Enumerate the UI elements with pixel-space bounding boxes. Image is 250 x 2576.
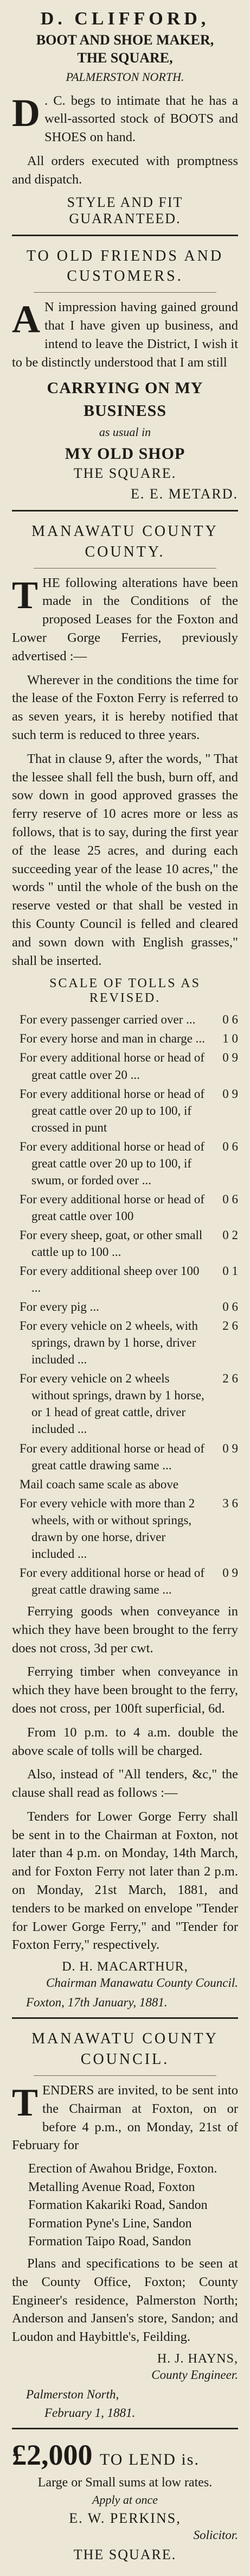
loan-sums: Large or Small sums at low rates. xyxy=(37,2476,213,2490)
toll-amount: 0 6 xyxy=(222,1013,238,1027)
signature-title: Solicitor. xyxy=(193,2528,238,2542)
tolls-title: SCALE OF TOLLS AS REVISED. xyxy=(49,976,201,1006)
loan-heading: TO LEND is. xyxy=(100,2451,200,2469)
advert-orders: All orders executed with promptness and dispatch. xyxy=(12,154,238,187)
tolls-table xyxy=(12,1011,238,1598)
toll-description: For every vehicle on 2 wheels, with springs, drawn by 1 horse, driver included ... xyxy=(20,1319,198,1367)
notice-place: Palmerston North, xyxy=(26,2388,119,2402)
toll-description: Mail coach same scale as above xyxy=(20,1477,179,1491)
toll-amount: 0 9 xyxy=(222,1087,238,1101)
section-divider xyxy=(12,2428,238,2429)
advert-subtitle: BOOT AND SHOE MAKER, xyxy=(36,31,214,48)
toll-description: For every additional horse or head of great cattle drawing same ... xyxy=(20,1565,205,1596)
toll-amount: 0 9 xyxy=(222,1051,238,1065)
toll-description: For every additional horse or head of great cattle drawing same ... xyxy=(20,1441,205,1472)
dropcap: D xyxy=(12,91,40,135)
toll-row xyxy=(12,1049,238,1083)
toll-row xyxy=(12,1370,238,1437)
advert-title: D. CLIFFORD, xyxy=(40,9,210,29)
toll-amount: 0 1 xyxy=(222,1264,238,1278)
notice-paragraph: That in clause 9, after the words, " That the lessee shall fell the bush, burn off, and sow down in good approved grasses the ferry reserve of 10 acres more or less as follows, that is to say, during the first year of the lease 25 acres, and during each succeeding year of the lease 10 acres," the words " until the whole of the bush on the reserve vested or that shall be vested in this County Council is felled and cleared and sown down with English grasses," shall be inserted. xyxy=(12,751,238,968)
toll-amount: 2 6 xyxy=(222,1372,238,1386)
advert-square: THE SQUARE. xyxy=(73,2547,177,2563)
body-text: HE following alterations have been made in the Conditions of the proposed Leases for the Foxton and Lower Gorge Ferries, previously advertised :— xyxy=(12,575,238,664)
toll-description: For every pig ... xyxy=(20,1300,99,1314)
toll-amount: 0 6 xyxy=(222,1300,238,1314)
works-item: Formation Kakariki Road, Sandon xyxy=(28,2198,208,2213)
short-rule xyxy=(34,568,216,569)
body-text: . C. begs to intimate that he has a well-assorted stock of BOOTS and SHOES on hand. xyxy=(44,93,238,145)
short-rule xyxy=(34,2075,216,2076)
works-item: Erection of Awahou Bridge, Foxton. xyxy=(28,2162,217,2176)
section-divider xyxy=(12,2017,238,2019)
notice-heading: MANAWATU COUNTY COUNCIL. xyxy=(31,2030,219,2068)
toll-row xyxy=(12,1262,238,1296)
advert-as-usual: as usual in xyxy=(99,425,151,439)
advert-body xyxy=(12,92,238,147)
advert-address: THE SQUARE, xyxy=(77,50,173,66)
toll-amount: 0 6 xyxy=(222,1192,238,1206)
notice-date: Foxton, 17th January, 1881. xyxy=(26,1996,168,2010)
notice-paragraph: Wherever in the conditions the time for the lease of the Foxton Ferry is referred to as seven years, it is hereby notified that such term is reduced to three years. xyxy=(12,672,238,743)
toll-row xyxy=(12,1227,238,1260)
loan-amount-line xyxy=(12,2439,238,2471)
toll-amount: 0 9 xyxy=(222,1565,238,1580)
notice-paragraph: From 10 p.m. to 4 a.m. double the above scale of tolls will be charged. xyxy=(12,1725,238,1758)
toll-description: For every additional horse or head of great cattle over 20 up to 100, if crossed in punt xyxy=(20,1087,205,1134)
toll-row xyxy=(12,1440,238,1474)
advert-guarantee: STYLE AND FIT GUARANTEED. xyxy=(67,194,183,226)
toll-description: For every additional horse or head of great cattle over 20 ... xyxy=(20,1051,205,1082)
body-text: ENDERS are invited, to be sent into the Chairman at Foxton, on or before 4 p.m., on Monday, 21st of February for xyxy=(12,2082,238,2153)
notice-paragraph: Plans and specifications to be seen at the County Office, Foxton; County Engineer's residence, Palmerston North; Anderson and Jansen's store, Sandon; and Loudon and Haybittle's, Feilding. xyxy=(12,2256,238,2345)
notice-paragraph xyxy=(12,574,238,666)
dropcap: A xyxy=(12,298,40,342)
section-divider xyxy=(12,510,238,512)
advert-square: THE SQUARE. xyxy=(73,465,177,482)
clifford-advert xyxy=(12,8,238,227)
signature-name: H. J. HAYNS, xyxy=(157,2352,238,2366)
county-notice xyxy=(12,521,238,2010)
works-item: Metalling Avenue Road, Foxton xyxy=(28,2180,195,2194)
notice-paragraph: Ferrying goods when conveyance in which they have been brought to the ferry does not cross, 3d per cwt. xyxy=(12,1603,238,1656)
toll-description: For every additional horse or head of great cattle over 100 xyxy=(20,1192,205,1223)
toll-row xyxy=(12,1317,238,1368)
toll-description: For every additional horse or head of great cattle over 20 up to 100, if swum, or forded over ... xyxy=(20,1139,205,1187)
toll-row xyxy=(12,1138,238,1189)
toll-amount: 1 0 xyxy=(222,1032,238,1046)
works-list xyxy=(12,2160,238,2251)
toll-row xyxy=(12,1476,238,1493)
advert-signature: E. E. METARD. xyxy=(131,486,238,502)
works-item: Formation Pyne's Line, Sandon xyxy=(28,2216,192,2231)
notice-paragraph: Ferrying timber when conveyance in which they have been brought to the ferry, does not cross, per 100ft superficial, 6d. xyxy=(12,1664,238,1716)
toll-description: For every sheep, goat, or other small cattle up to 100 ... xyxy=(20,1228,203,1259)
toll-description: For every vehicle on 2 wheels without springs, drawn by 1 horse, or 1 head of great cattle, driver included ... xyxy=(20,1372,204,1436)
signature-name: D. H. MACARTHUR, xyxy=(62,1960,188,1974)
works-item: Formation Taipo Road, Sandon xyxy=(28,2234,191,2249)
notice-date: February 1, 1881. xyxy=(44,2406,136,2420)
toll-row xyxy=(12,1030,238,1047)
toll-description: For every horse and man in charge ... xyxy=(20,1032,205,1046)
notice-paragraph: Tenders for Lower Gorge Ferry shall be sent in to the Chairman at Foxton, not later than 4 p.m. on Monday, 14th March, and for Foxton Ferry not later than 2 p.m. on Monday, 21st March, 1881, and tenders to be marked on envelope "Tender for Lower Gorge Ferry," and "Tender for Foxton Ferry," respectively. xyxy=(12,1809,238,1953)
signature-title: Chairman Manawatu County Council. xyxy=(46,1976,238,1990)
advert-shop: MY OLD SHOP xyxy=(65,445,185,463)
advert-heading: TO OLD FRIENDS AND CUSTOMERS. xyxy=(26,247,224,285)
toll-amount: 0 6 xyxy=(222,1139,238,1153)
toll-description: For every vehicle with more than 2 wheels, with or without springs, drawn by one horse, driver included ... xyxy=(20,1496,195,1561)
advert-carrying: CARRYING ON MY BUSINESS xyxy=(47,379,203,420)
toll-row xyxy=(12,1564,238,1598)
toll-row xyxy=(12,1011,238,1028)
toll-description: For every passenger carried over ... xyxy=(20,1013,196,1027)
body-text: N impression having gained ground that I have given up business, and intend to leave the District, I wish it to be distinctly understood that I am still xyxy=(12,300,238,370)
perkins-advert xyxy=(12,2439,238,2563)
dropcap: T xyxy=(12,2080,39,2124)
advert-place: PALMERSTON NORTH. xyxy=(66,70,184,84)
notice-paragraph xyxy=(12,2081,238,2155)
signature-title: County Engineer. xyxy=(151,2368,238,2382)
toll-row xyxy=(12,1191,238,1224)
notice-heading: MANAWATU COUNTY COUNTY. xyxy=(31,523,219,560)
loan-amount: £2,000 xyxy=(12,2439,93,2472)
section-divider xyxy=(12,235,238,236)
toll-amount: 2 6 xyxy=(222,1319,238,1333)
toll-amount xyxy=(208,1476,238,1493)
metard-advert xyxy=(12,246,238,502)
dropcap: T xyxy=(12,573,39,617)
signature-name: E. W. PERKINS, xyxy=(69,2510,181,2527)
toll-row xyxy=(12,1085,238,1136)
loan-apply: Apply at once xyxy=(92,2493,158,2507)
toll-row xyxy=(12,1495,238,1562)
notice-paragraph: Also, instead of "All tenders, &c," the clause shall read as follows :— xyxy=(12,1767,238,1801)
tenders-notice xyxy=(12,2029,238,2420)
toll-description: For every additional sheep over 100 ... xyxy=(20,1264,200,1295)
advert-body xyxy=(12,298,238,371)
toll-amount: 0 2 xyxy=(222,1228,238,1242)
short-rule xyxy=(34,292,216,293)
toll-row xyxy=(12,1298,238,1315)
toll-amount: 0 9 xyxy=(222,1441,238,1455)
toll-amount: 3 6 xyxy=(222,1496,238,1510)
